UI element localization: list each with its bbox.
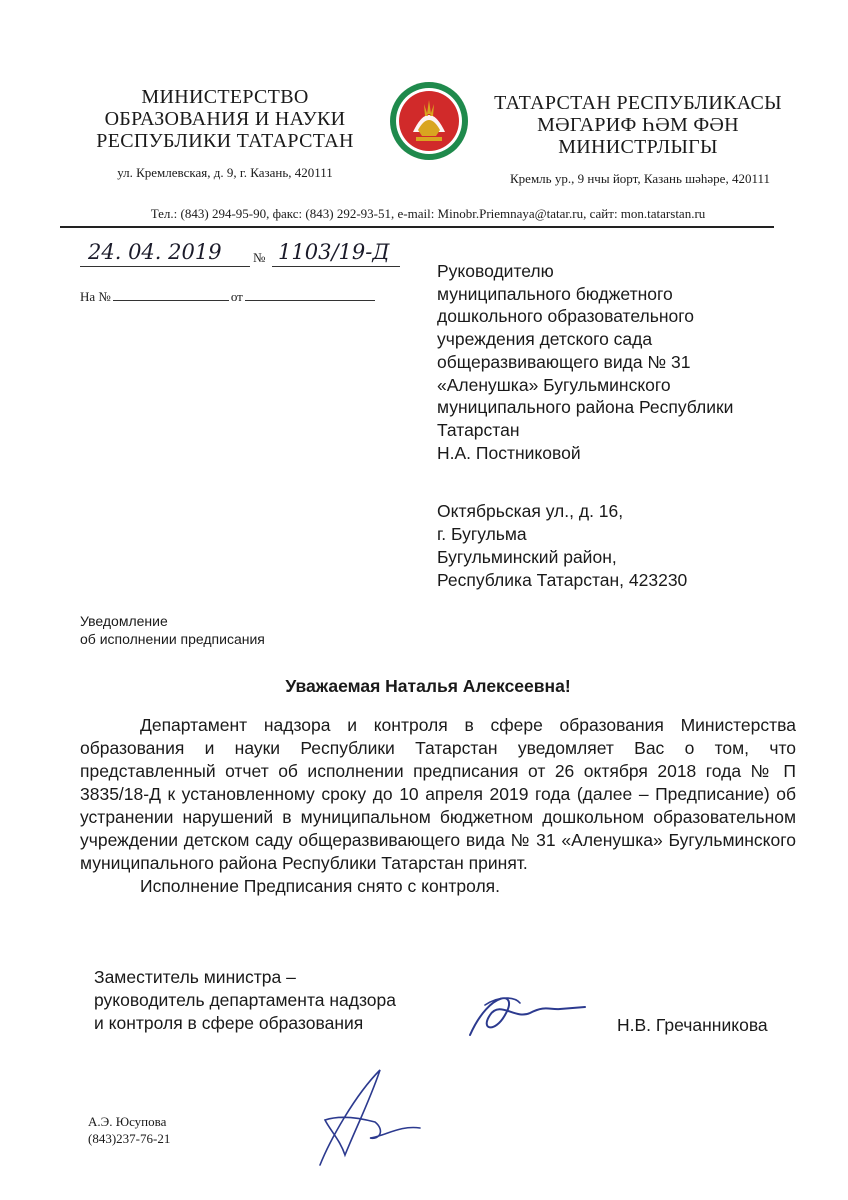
addressee-line: Н.А. Постниковой <box>437 442 581 463</box>
ministry-address-tt: Кремль ур., 9 нчы йорт, Казань шәһәре, 420111 <box>510 171 770 186</box>
signer-position <box>94 966 396 1035</box>
addressee-line: Татарстан <box>437 419 520 440</box>
executor-phone: (843)237-76-21 <box>88 1131 171 1146</box>
address-line: г. Бугульма <box>437 524 527 544</box>
letter-body <box>80 714 796 898</box>
addressee-line: муниципального бюджетного <box>437 283 673 304</box>
subject-line: об исполнении предписания <box>80 631 265 647</box>
letter-subject <box>80 612 265 648</box>
address-line: Октябрьская ул., д. 16, <box>437 501 624 521</box>
tatarstan-emblem-icon <box>388 80 470 162</box>
body-paragraph: Исполнение Предписания снято с контроля. <box>140 876 500 896</box>
addressee-line: Руководителю <box>437 261 554 281</box>
addressee-line: учреждения детского сада <box>437 329 653 350</box>
outgoing-date: 24. 04. 2019 <box>88 240 222 264</box>
executor-name: А.Э. Юсупова <box>88 1114 167 1129</box>
signer-position-line: Заместитель министра – <box>94 967 296 987</box>
outgoing-number: 1103/19-Д <box>278 240 390 264</box>
signer-position-line: руководитель департамента надзора <box>94 990 396 1010</box>
signer-name: Н.В. Гречанникова <box>617 1015 768 1035</box>
reference-date-line <box>245 289 375 301</box>
addressee-line: «Аленушка» Бугульминского <box>437 374 671 395</box>
reference-date-label: от <box>230 289 243 304</box>
address-line: Бугульминский район, <box>437 547 617 567</box>
body-paragraph: Департамент надзора и контроля в сфере образования Министерства образования и науки Республики Татарстан уведомляет Вас о том, что представленный отчет об исполнении предписания от 26 октября 2018 года № П 3835/18-Д к установленному сроку до 10 апреля 2019 года (далее – Предписание) об устранении нарушений в муниципальном бюджетном дошкольном образовательном учреждении детском саду общеразвивающего вида № 31 «Аленушка» Бугульминского муниципального района Республики Татарстан принят. <box>80 715 796 873</box>
addressee-line: дошкольного образовательного <box>437 306 694 327</box>
reference-row <box>80 289 375 305</box>
ministry-title-ru-line: РЕСПУБЛИКИ ТАТАРСТАН <box>96 130 354 152</box>
addressee-address <box>437 500 797 592</box>
addressee-line: муниципального района Республики <box>437 397 734 418</box>
reference-number-line <box>113 289 229 301</box>
visa-signature-icon <box>300 1060 440 1170</box>
subject-line: Уведомление <box>80 613 168 629</box>
ministry-title-ru-line: МИНИСТЕРСТВО <box>141 86 309 108</box>
ministry-title-ru <box>80 86 370 152</box>
ministry-title-tt-line: ТАТАРСТАН РЕСПУБЛИКАСЫ <box>494 92 782 114</box>
ministry-title-tt-line: МИНИСТРЛЫГЫ <box>558 136 718 158</box>
outgoing-number-field <box>272 240 400 267</box>
reference-number-label: На № <box>80 289 111 304</box>
addressee-line: общеразвивающего вида № 31 <box>437 351 691 372</box>
outgoing-number-label: № <box>253 250 266 265</box>
signature-icon <box>460 985 590 1045</box>
addressee-block <box>437 260 797 464</box>
greeting: Уважаемая Наталья Алексеевна! <box>285 676 571 696</box>
contacts-line: Тел.: (843) 294-95-90, факс: (843) 292-93-51, e-mail: Minobr.Priemnaya@tatar.ru, сайт: mon.tatarstan.ru <box>150 206 706 221</box>
ministry-title-tt-line: МӘГАРИФ ҺӘМ ФӘН <box>537 114 739 136</box>
ministry-address-ru: ул. Кремлевская, д. 9, г. Казань, 420111 <box>117 165 333 180</box>
address-line: Республика Татарстан, 423230 <box>437 570 688 590</box>
signer-position-line: и контроля в сфере образования <box>94 1013 364 1033</box>
header-divider <box>60 226 774 228</box>
ministry-title-tt <box>478 92 798 158</box>
outgoing-date-field <box>80 240 250 267</box>
executor-block <box>88 1113 170 1147</box>
ministry-title-ru-line: ОБРАЗОВАНИЯ И НАУКИ <box>104 108 346 130</box>
